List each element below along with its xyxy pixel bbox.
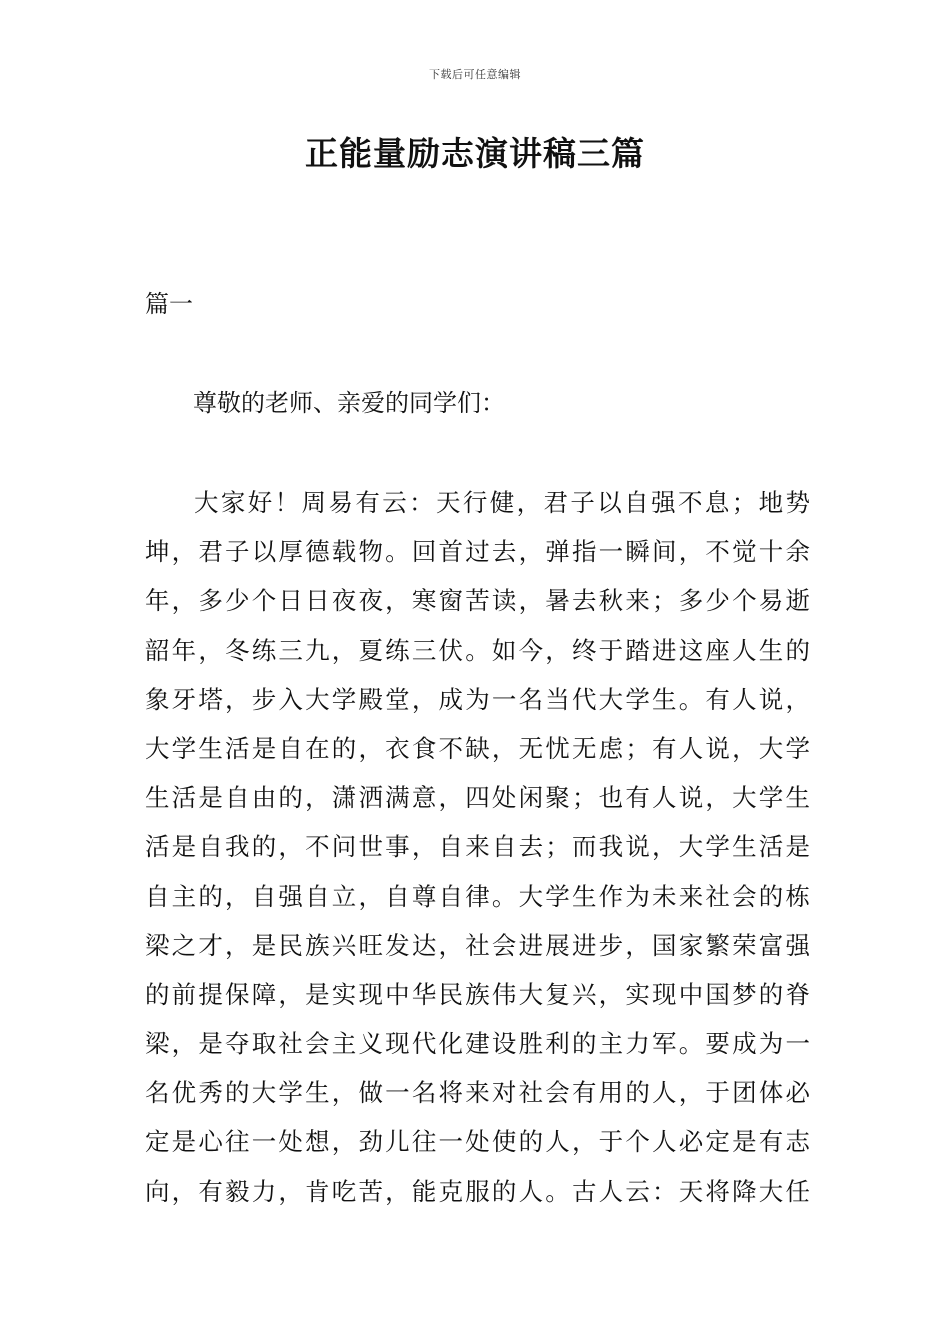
body-line <box>145 1068 810 1117</box>
body-line <box>145 1019 810 1068</box>
header-note: 下载后可任意编辑 <box>429 68 521 81</box>
body-line-text: 向，有毅力，肯吃苦，能克服的人。古人云：天将降大任 <box>145 1176 810 1206</box>
body-line-text: 大家好！周易有云：天行健，君子以自强不息；地势 <box>194 488 810 517</box>
body-line <box>145 970 810 1019</box>
body-line-text: 韶年，冬练三九，夏练三伏。如今，终于踏进这座人生的 <box>145 635 810 665</box>
body-line <box>145 921 810 970</box>
body-line <box>145 478 810 527</box>
body-line <box>145 1167 810 1216</box>
body-line <box>145 872 810 921</box>
body-line <box>145 822 810 871</box>
document-title: 正能量励志演讲稿三篇 <box>305 134 645 173</box>
body-line-text: 象牙塔，步入大学殿堂，成为一名当代大学生。有人说， <box>145 684 810 714</box>
body-line-text: 坤，君子以厚德载物。回首过去，弹指一瞬间，不觉十余 <box>145 537 810 567</box>
body-line-text: 自主的，自强自立，自尊自律。大学生作为未来社会的栋 <box>145 881 810 911</box>
body-line-text: 生活是自由的，潇洒满意，四处闲聚；也有人说，大学生 <box>145 783 810 813</box>
body-paragraph <box>145 478 810 1216</box>
body-line-text: 年，多少个日日夜夜，寒窗苦读，暑去秋来；多少个易逝 <box>145 586 810 616</box>
body-line <box>145 527 810 576</box>
body-line-text: 梁，是夺取社会主义现代化建设胜利的主力军。要成为一 <box>145 1029 810 1059</box>
body-line-text: 定是心往一处想，劲儿往一处使的人，于个人必定是有志 <box>145 1127 810 1157</box>
body-line-text: 名优秀的大学生，做一名将来对社会有用的人，于团体必 <box>145 1078 810 1108</box>
body-line <box>145 1117 810 1166</box>
body-line <box>145 626 810 675</box>
body-line-text: 梁之才，是民族兴旺发达，社会进展进步，国家繁荣富强 <box>145 930 810 960</box>
section-heading: 篇一 <box>145 290 193 318</box>
body-line <box>145 724 810 773</box>
salutation: 尊敬的老师、亲爱的同学们： <box>193 389 505 417</box>
body-line-text: 活是自我的，不问世事，自来自去；而我说，大学生活是 <box>145 832 810 862</box>
body-line-text: 大学生活是自在的，衣食不缺，无忧无虑；有人说，大学 <box>145 733 810 763</box>
body-line-text: 的前提保障，是实现中华民族伟大复兴，实现中国梦的脊 <box>145 979 810 1009</box>
body-line <box>145 576 810 625</box>
body-line <box>145 675 810 724</box>
body-line <box>145 773 810 822</box>
